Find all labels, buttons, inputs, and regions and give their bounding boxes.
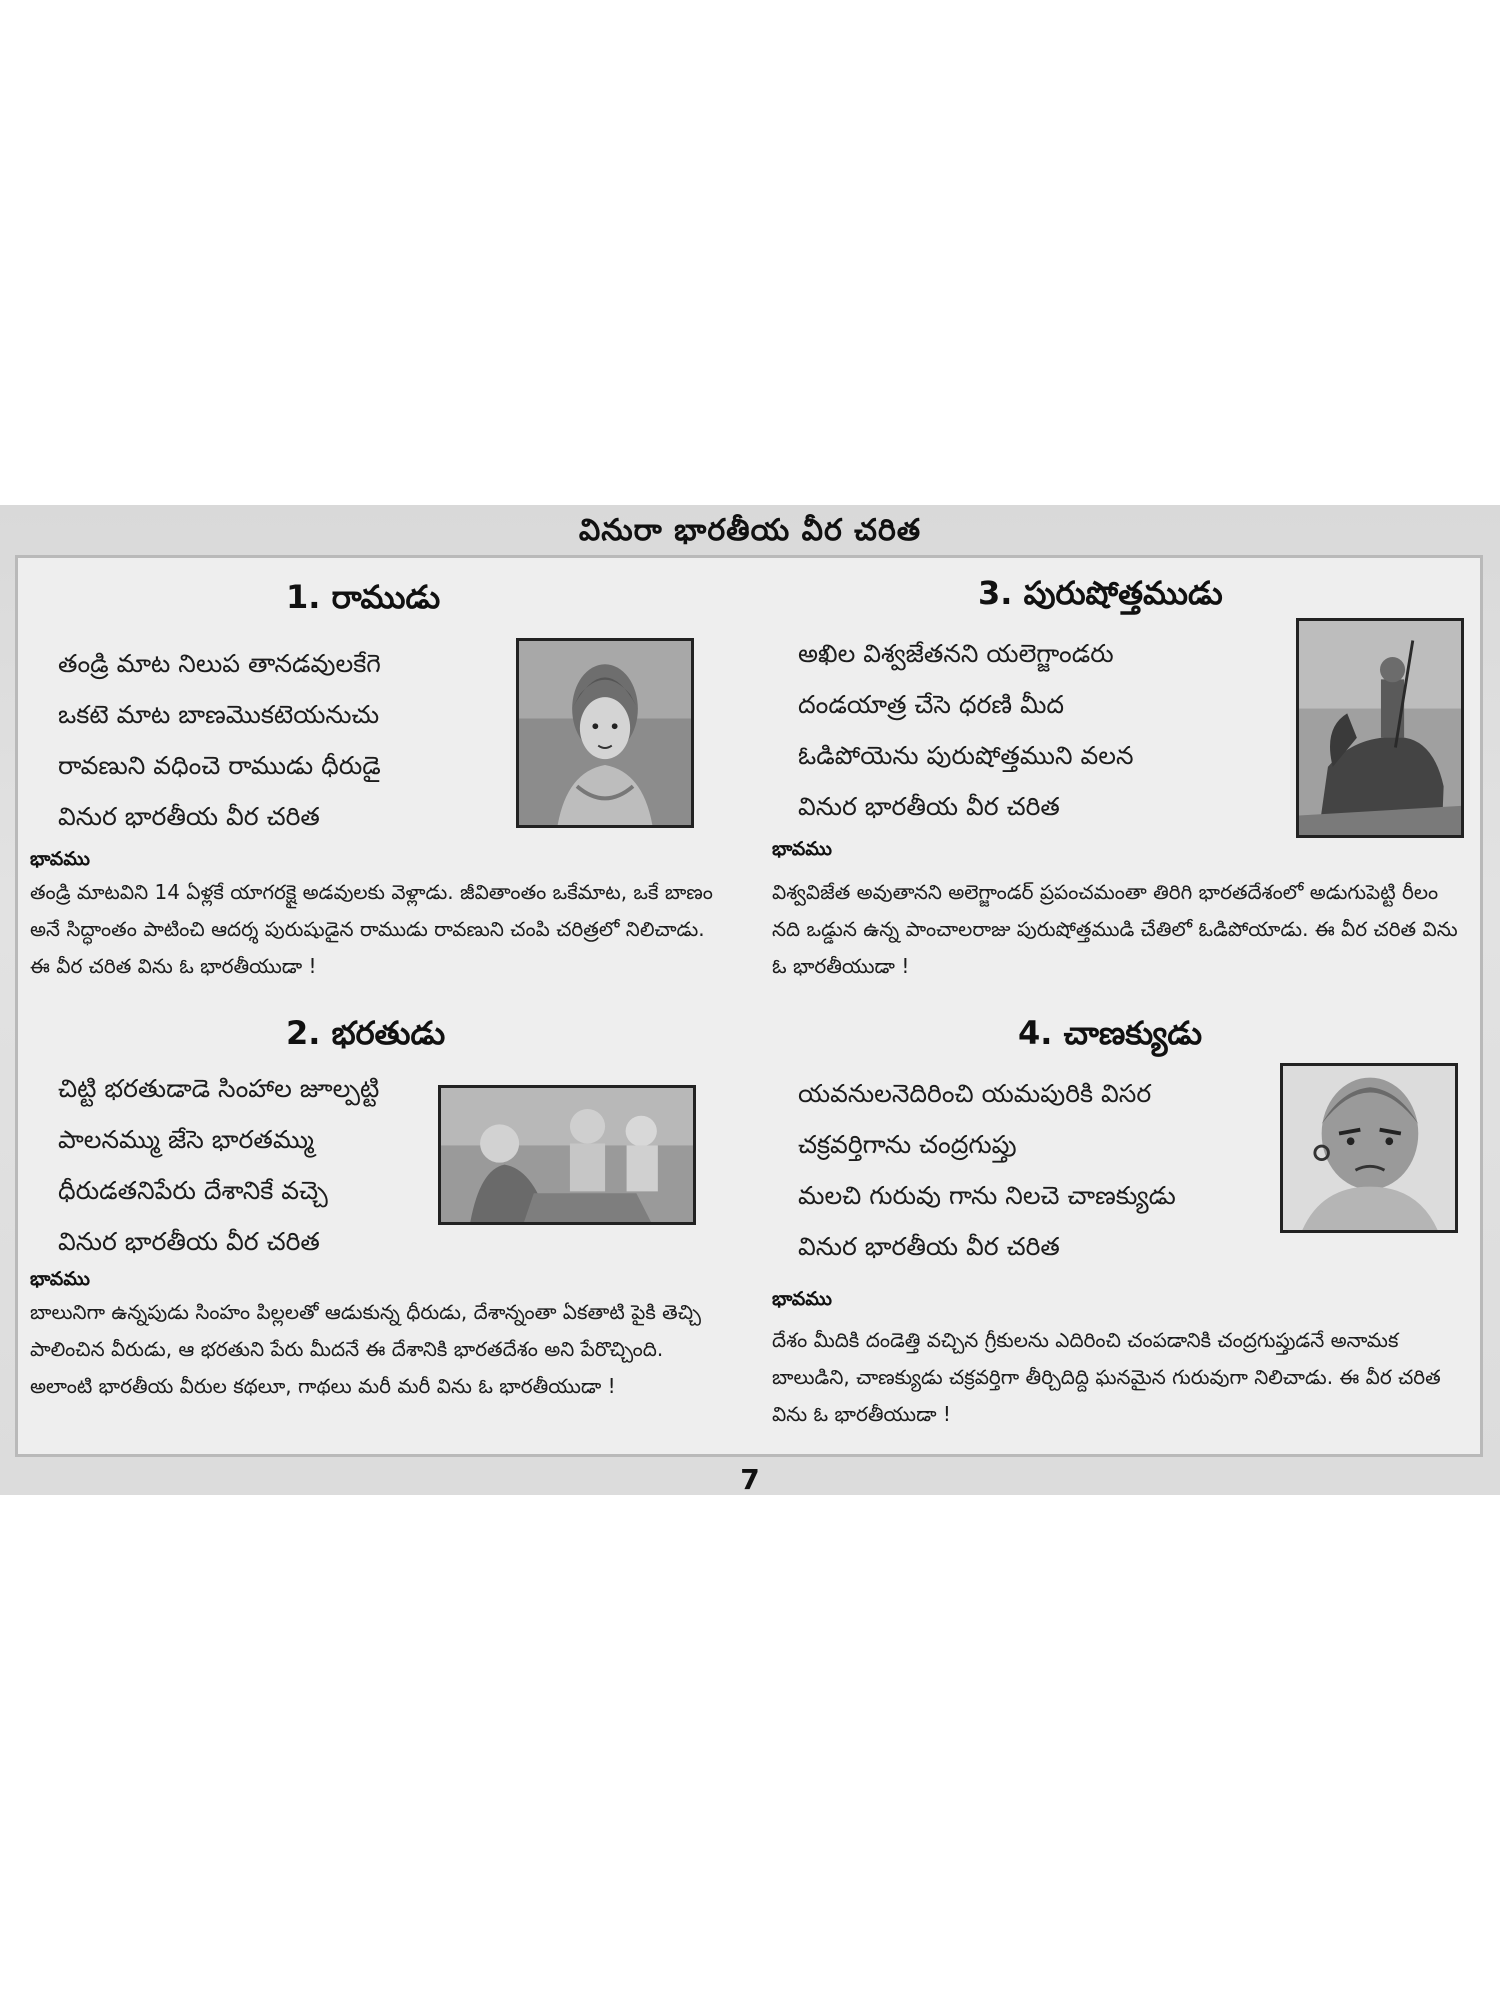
rama-portrait-image xyxy=(516,638,694,828)
verse-line: ఓడిపోయెను పురుషోత్తముని వలన xyxy=(798,741,1134,770)
verse xyxy=(798,1068,1176,1272)
bharata-scene-image xyxy=(438,1085,696,1225)
bhavamu-text: దేశం మీదికి దండెత్తి వచ్చిన గ్రీకులను ఎదిరించి చంపడానికి చంద్రగుప్తుడనే అనామక బాలుడిని, చాణక్యుడు చక్రవర్తిగా తీర్చిదిద్ది ఘనమైన గురువుగా నిలిచాడు. ఈ వీర చరిత విను ఓ భారతీయుడా ! xyxy=(772,1328,1441,1426)
section-title: 2. భరతుడు xyxy=(286,1014,446,1052)
page-header: వినురా భారతీయ వీర చరిత xyxy=(578,513,922,548)
scanned-page xyxy=(0,505,1500,1495)
verse-line: దండయాత్ర చేసె ధరణి మీద xyxy=(798,690,1065,719)
verse-line: మలచి గురువు గాను నిలచె చాణక్యుడు xyxy=(798,1181,1176,1210)
horseman-warrior-image xyxy=(1296,618,1464,838)
bhavamu-text: బాలునిగా ఉన్నపుడు సింహం పిల్లలతో ఆడుకున్న ధీరుడు, దేశాన్నంతా ఏకతాటి పైకి తెచ్చి పాలించిన వీరుడు, ఆ భరతుని పేరు మీదనే ఈ దేశానికి భారతదేశం అని పేరొచ్చింది. అలాంటి భారతీయ వీరుల కథలూ, గాథలు మరీ మరీ విను ఓ భారతీయుడా ! xyxy=(30,1300,702,1398)
bhavamu-label: భావము xyxy=(30,1268,90,1290)
verse-line: వినుర భారతీయ వీర చరిత xyxy=(798,792,1060,821)
verse-line: ఒకటె మాట బాణమొకటెయనుచు xyxy=(58,700,380,729)
verse-line: అఖిల విశ్వజేతనని యలెగ్జాండరు xyxy=(798,639,1114,668)
verse xyxy=(798,628,1134,832)
section-title: 4. చాణక్యుడు xyxy=(1018,1014,1203,1052)
section-title: 3. పురుషోత్తముడు xyxy=(978,574,1223,612)
chanakya-portrait-image xyxy=(1280,1063,1458,1233)
page-number: 7 xyxy=(740,1463,760,1496)
verse-line: యవనులనెదిరించి యమపురికి విసర xyxy=(798,1079,1152,1108)
bhavamu-label: భావము xyxy=(772,838,832,860)
bhavamu-text: తండ్రి మాటవిని 14 ఏళ్లకే యాగరక్షై అడవులకు వెళ్లాడు. జీవితాంతం ఒకేమాట, ఒకే బాణం అనే సిద్ధాంతం పాటించి ఆదర్శ పురుషుడైన రాముడు రావణుని చంపి చరిత్రలో నిలిచాడు. ఈ వీర చరిత విను ఓ భారతీయుడా ! xyxy=(30,880,713,978)
section-title: 1. రాముడు xyxy=(286,578,441,616)
content-frame xyxy=(15,555,1483,1457)
verse-line: వినుర భారతీయ వీర చరిత xyxy=(58,802,320,831)
bhavamu-text: విశ్వవిజేత అవుతానని అలెగ్జాండర్ ప్రపంచమంతా తిరిగి భారతదేశంలో అడుగుపెట్టి రీలం నది ఒడ్డున ఉన్న పాంచాలరాజు పురుషోత్తముడి చేతిలో ఓడిపోయాడు. ఈ వీర చరిత విను ఓ భారతీయుడా ! xyxy=(772,880,1458,978)
verse xyxy=(58,638,381,842)
verse-line: వినుర భారతీయ వీర చరిత xyxy=(798,1232,1060,1261)
verse-line: ధీరుడతనిపేరు దేశానికే వచ్చె xyxy=(58,1176,328,1205)
verse-line: చిట్టి భరతుడాడె సింహాల జూల్పట్టి xyxy=(58,1074,380,1103)
verse xyxy=(58,1063,379,1267)
verse-line: తండ్రి మాట నిలుప తానడవులకేగె xyxy=(58,649,381,678)
verse-line: పాలనమ్ము జేసె భారతమ్ము xyxy=(58,1125,314,1154)
verse-line: చక్రవర్తిగాను చంద్రగుప్తు xyxy=(798,1130,1017,1159)
bhavamu-label: భావము xyxy=(30,848,90,870)
verse-line: వినుర భారతీయ వీర చరిత xyxy=(58,1227,320,1256)
verse-line: రావణుని వధించె రాముడు ధీరుడై xyxy=(58,751,381,780)
bhavamu-label: భావము xyxy=(772,1288,832,1310)
